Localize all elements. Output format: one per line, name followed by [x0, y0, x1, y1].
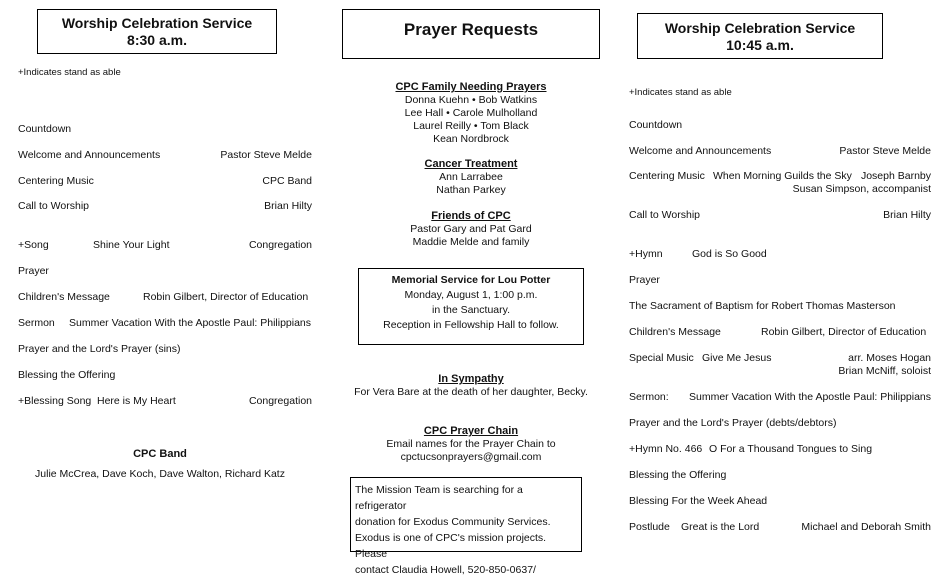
- list-item: Blessing the Offering: [18, 369, 116, 381]
- band-title: CPC Band: [133, 448, 187, 460]
- stand-note: +Indicates stand as able: [629, 87, 732, 98]
- prayer-requests-header: [342, 9, 600, 59]
- list-item: Countdown: [18, 123, 72, 135]
- middle-column: [332, 0, 610, 576]
- mission-line: donation for Exodus Community Services.: [355, 516, 551, 528]
- mission-box: [350, 477, 582, 576]
- mission-line: The Mission Team is searching for a refrigerator: [355, 484, 523, 512]
- list-item-sub: Brian McNiff, soloist: [838, 365, 931, 377]
- list-item: Sermon Summer Vacation With the Apostle Paul: Philippians: [18, 317, 312, 329]
- list-item: The Sacrament of Baptism for Robert Thomas Masterson: [629, 300, 896, 312]
- sympathy-text: For Vera Bare at the death of her daughter, Becky.: [354, 386, 588, 398]
- prayer-chain-text: Email names for the Prayer Chain to: [386, 438, 556, 450]
- service-830-header: [37, 9, 277, 54]
- list-item: Prayer and the Lord's Prayer (debts/debtors): [629, 417, 837, 429]
- list-item: +Hymn God is So Good: [629, 248, 767, 260]
- list-item: Blessing For the Week Ahead: [629, 495, 768, 507]
- memorial-box: [358, 268, 584, 345]
- list-item-sub: Susan Simpson, accompanist: [792, 183, 931, 195]
- list-item: Sermon: Summer Vacation With the Apostle Paul: Philippians: [629, 391, 932, 403]
- list-item: Pastor Gary and Pat Gard: [410, 223, 532, 235]
- prayer-chain-email: cpctucsonprayers@gmail.com: [400, 451, 542, 463]
- friends-heading: Friends of CPC: [431, 210, 511, 222]
- mission-line: Exodus is one of CPC's mission projects. Please: [355, 532, 547, 560]
- list-item: +Song Shine Your Light Congregation: [18, 239, 312, 251]
- cancer-heading: Cancer Treatment: [424, 158, 518, 170]
- memorial-line: Monday, August 1, 1:00 p.m.: [404, 289, 538, 301]
- list-item: Call to Worship Brian Hilty: [18, 200, 312, 212]
- service-1045-header: [637, 13, 883, 59]
- mission-line: contact Claudia Howell, 520-850-0637/: [355, 564, 536, 576]
- list-item: Prayer: [18, 265, 49, 277]
- list-item: Blessing the Offering: [629, 469, 727, 481]
- memorial-line: in the Sanctuary.: [431, 304, 511, 316]
- memorial-line: Reception in Fellowship Hall to follow.: [383, 319, 559, 331]
- right-column: [620, 0, 939, 570]
- list-item: Welcome and Announcements Pastor Steve Melde: [18, 149, 312, 161]
- list-item: Maddie Melde and family: [412, 236, 530, 248]
- list-item: Prayer and the Lord's Prayer (sins): [18, 343, 181, 355]
- family-heading: CPC Family Needing Prayers: [395, 81, 547, 93]
- list-item: Lee Hall • Carole Mulholland: [404, 107, 538, 119]
- service-title: Worship Celebration Service: [61, 15, 253, 31]
- list-item: Postlude Great is the Lord Michael and Deborah Smith: [629, 521, 931, 533]
- stand-note: +Indicates stand as able: [18, 67, 121, 78]
- list-item: Prayer: [629, 274, 660, 286]
- list-item: Children's Message Robin Gilbert, Director of Education: [629, 326, 927, 338]
- list-item: Ann Larrabee: [439, 171, 503, 183]
- list-item: Laurel Reilly • Tom Black: [413, 120, 529, 132]
- list-item: Welcome and Announcements Pastor Steve Melde: [629, 145, 931, 157]
- list-item: +Hymn No. 466 O For a Thousand Tongues to Sing: [629, 443, 873, 455]
- band-members: Julie McCrea, Dave Koch, Dave Walton, Richard Katz: [35, 468, 285, 480]
- list-item: Children's Message Robin Gilbert, Director of Education: [18, 291, 309, 303]
- service-time: 10:45 a.m.: [726, 37, 794, 53]
- list-item: Countdown: [629, 119, 683, 131]
- list-item: Centering Music When Morning Guilds the Sky Joseph Barnby: [629, 170, 931, 182]
- list-item: Nathan Parkey: [436, 184, 506, 196]
- sympathy-heading: In Sympathy: [438, 373, 504, 385]
- list-item: Donna Kuehn • Bob Watkins: [404, 94, 538, 106]
- list-item: Call to Worship Brian Hilty: [629, 209, 931, 221]
- prayer-chain-heading: CPC Prayer Chain: [423, 425, 519, 437]
- list-item: Centering Music CPC Band: [18, 175, 312, 187]
- list-item: Kean Nordbrock: [433, 133, 509, 145]
- list-item: Special Music Give Me Jesus arr. Moses Hogan: [629, 352, 931, 364]
- memorial-title: Memorial Service for Lou Potter: [391, 274, 551, 286]
- left-column: [0, 0, 320, 570]
- service-title: Worship Celebration Service: [664, 20, 856, 36]
- page-title: Prayer Requests: [403, 20, 539, 39]
- service-time: 8:30 a.m.: [127, 32, 187, 48]
- list-item: +Blessing Song Here is My Heart Congregation: [18, 395, 312, 407]
